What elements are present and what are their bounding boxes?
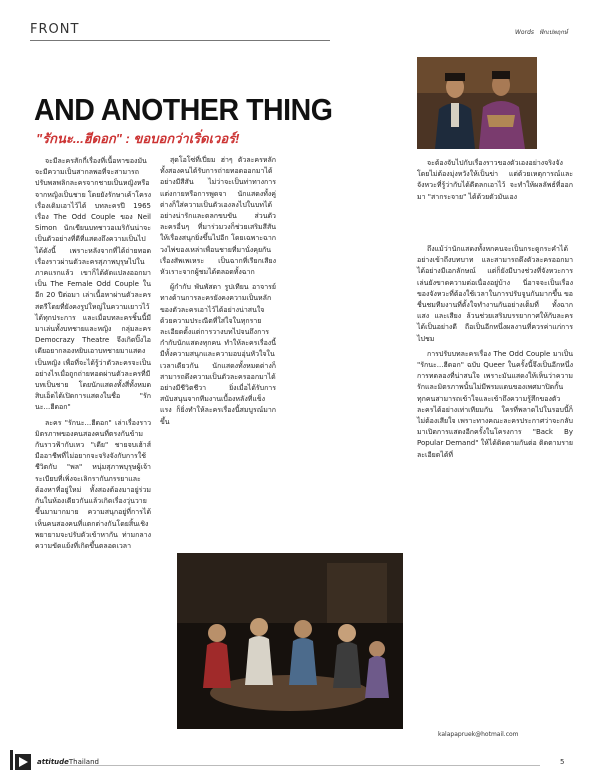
cast-photo-top-illustration bbox=[417, 57, 537, 149]
paragraph: ละคร "รักนะ...ฮีดอก" เล่าเรื่องราวมิตรภาพของคนสองคนที่ตรงกันข้ามกันราวฟ้ากับเหว "เดีย" ชายจบเฮ้าส์มืออาชีพที่ไม่อยากจะจริงจังกับการใช้ชีวิตกับ "พล" หนุ่มสุภาพบุรุษผู้เจ้าระเบียบที่เพิ่งจะเลิกรากับภรรยาและต้องหาที่อยู่ใหม่ ทั้งสองต้องมาอยู่ร่วมกันในห้องเดียวกันแล้วเกิดเรื่องวุ่นวายขึ้นมามากมาย ความสนุกอยู่ที่การได้เห็นคนสองคนที่แตกต่างกันโดยสิ้นเชิงพยายามจะปรับตัวเข้าหากัน ท่ามกลางความขัดแย้งที่เกิดขึ้นตลอดเวลา bbox=[35, 418, 151, 550]
writer-credit-label: Words bbox=[515, 29, 535, 36]
article-subtitle: "รักนะ...ฮีดอก" : ขอบอกว่าเริ่ดเวอร์! bbox=[36, 131, 240, 146]
writer-credit bbox=[515, 27, 568, 37]
footer-rule bbox=[60, 765, 540, 766]
paragraph: ผู้กำกับ พันพัสดา รูปเทียน อาจารย์ทางด้านการละครยังคงความเป็นหลักของตัวละครเอาไว้ได้อย่างน่าสนใจ ด้วยความประณีตที่ใส่ใจในทุกรายละเอียดตั้งแต่การวางบทไปจนถึงการกำกับนักแสดงทุกคน ทำให้ละครเรื่องนี้มีทั้งความสนุกและความอบอุ่นหัวใจในเวลาเดียวกัน นักแสดงทั้งหมดต่างก็สามารถดึงความเป็นตัวละครออกมาได้อย่างมีชีวิตชีวา ยิ่งเมื่อได้รับการสนับสนุนจากทีมงานเบื้องหลังที่แข็งแรง ก็ยิ่งทำให้ละครเรื่องนี้สมบูรณ์มากขึ้น bbox=[160, 283, 276, 426]
body-column-1 bbox=[35, 156, 151, 556]
paragraph: สุดโอโซ่ที่เปี่ยม ฮ่าๆ ตัวละครหลักทั้งสองคนได้รับการถ่ายทอดออกมาได้อย่างมีสีสัน ไม่ว่าจะเป็นท่าทางการแต่งกายหรือการพูดจา นักแสดงทั้งคู่ต่างก็ใส่ความเป็นตัวเองลงไปในบทได้อย่างน่ารักและตลกขบขัน ส่วนตัวละครอื่นๆ ที่มาร่วมวงก็ช่วยเสริมสีสันให้เรื่องสนุกยิ่งขึ้นไปอีก โดยเฉพาะฉากวงไพ่ของเหล่าเพื่อนชายที่มานั่งคุยกันเรื่องสัพเพเหระ เป็นฉากที่เรียกเสียงหัวเราะจากผู้ชมได้ตลอดทั้งฉาก bbox=[160, 156, 276, 277]
stage-photo-illustration bbox=[177, 553, 403, 729]
magazine-brand-rest: Thailand bbox=[68, 758, 99, 766]
paragraph: จะต้องจับไปกับเรื่องราวของตัวเองอย่างจริงจังโดยไม่ต้องมุ่งหวังให้เป็นข่า แต่ด้วยเหตุการณ์และจังหวะที่รู้ว่ากับได้ดีตลกเอาไว้ จะทำให้ผลลัพธ์ที่ออกมา "สากระจาย" ได้ด้วยตัวมันเอง bbox=[417, 159, 573, 201]
footer-bar bbox=[10, 750, 13, 770]
body-column-3 bbox=[417, 158, 573, 207]
cast-photo-top bbox=[417, 57, 537, 149]
article-title: AND ANOTHER THING bbox=[34, 92, 333, 127]
paragraph: จะมีละครสักกี่เรื่องที่เนื้อหาของมันจะมีความเป็นสากลพอที่จะสามารถปรับพลพลิกละครจากชายเป็นหญิงหรือจากหญิงเป็นชาย โดยยังรักษาเค้าโครงเรื่องเดิมเอาไว้ได้ บทละครปี 1965 เรื่อง The Odd Couple ของ Neil Simon นักเขียนบทชาวอเมริกันน่าจะเป็นตัวอย่างที่ดีที่แสดงถึงความเป็นไปได้ดังนี้ เพราะหลังจากที่ได้ถ่ายทอดเรื่องราวผ่านตัวละครสุภาพบุรุษไปในภาคแรกแล้ว เขาก็ได้ดัดแปลงออกมาเป็น The Female Odd Couple ในอีก 20 ปีต่อมา เล่าเนื้อหาผ่านตัวละครสตรีโดยที่ยังคงรูปใหญ่ในความเยาวไว้ได้ทุกประการ และเมื่อบทละครชิ้นนี้มีมาเล่นทั้งบทชายและหญิง กลุ่มละคร Democrazy Theatre จึงเกิดปิ๊งไอเดียอยากลองหยิบเอาบทชายมาแสดงเป็นหญิง เพื่อที่จะได้รู้ว่าตัวละครจะเป็นอย่างไรเมื่อถูกถ่ายทอดผ่านตัวละครที่มีบทเป็นชาย โดยนักแสดงทั้งสี่ทั้งหมดสิบเอ็ดได้เปิดการแสดงในชื่อ "รักนะ...ฮีดอก" bbox=[35, 157, 151, 412]
body-column-4 bbox=[417, 244, 573, 465]
header-rule bbox=[30, 40, 330, 41]
body-column-2 bbox=[160, 155, 276, 432]
section-label: FRONT bbox=[30, 22, 80, 37]
magazine-brand-bold: attitude bbox=[37, 758, 69, 766]
author-email: kalapapruek@hotmail.com bbox=[438, 731, 519, 738]
play-triangle-icon bbox=[15, 754, 31, 770]
stage-photo bbox=[177, 553, 403, 729]
paragraph: ถึงแม้ว่านักแสดงทั้งหกคนจะเป็นกระดูกระคำได้อย่างเข้าถึงบทบาท และสามารถดึงตัวละครออกมาได้อย่างมีเอกลักษณ์ แต่ก็ยังมีบางช่วงที่จังหวะการเล่นยังขาดความต่อเนื่องอยู่บ้าง นี่อาจจะเป็นเรื่องของจังหวะที่ต้องใช้เวลาในการปรับจูนกันมากขึ้น ขอชื่นชมทีมงานที่ตั้งใจทำงานกันอย่างเต็มที่ ทั้งฉาก แสง และเสียง ล้วนช่วยเสริมบรรยากาศให้กับละครได้เป็นอย่างดี ถือเป็นอีกหนึ่งผลงานที่ควรค่าแก่การไปชม bbox=[417, 245, 573, 343]
paragraph: การปรับบทละครเรื่อง The Odd Couple มาเป็น "รักนะ...ฮีดอก" ฉบับ Queer ในครั้งนี้จึงเป็นอีกหนึ่งการทดลองที่น่าสนใจ เพราะมันแสดงให้เห็นว่าความรักและมิตรภาพนั้นไม่มีพรมแดนของเพศมาปิดกั้น ทุกคนสามารถเข้าใจและเข้าถึงความรู้สึกของตัวละครได้อย่างเท่าเทียมกัน ใครที่พลาดไปในรอบนี้ก็ไม่ต้องเสียใจ เพราะทางคณะละครประกาศว่าจะกลับมาเปิดการแสดงอีกครั้งในโครงการ "Back By Popular Demand" ให้ได้ติดตามกันต่อ ติดตามรายละเอียดได้ที่ bbox=[417, 349, 573, 459]
page-number: 5 bbox=[560, 758, 565, 766]
play-triangle-icon-shape bbox=[18, 757, 28, 767]
writer-credit-name: ฟักเปพฤกษ์ bbox=[538, 29, 568, 36]
